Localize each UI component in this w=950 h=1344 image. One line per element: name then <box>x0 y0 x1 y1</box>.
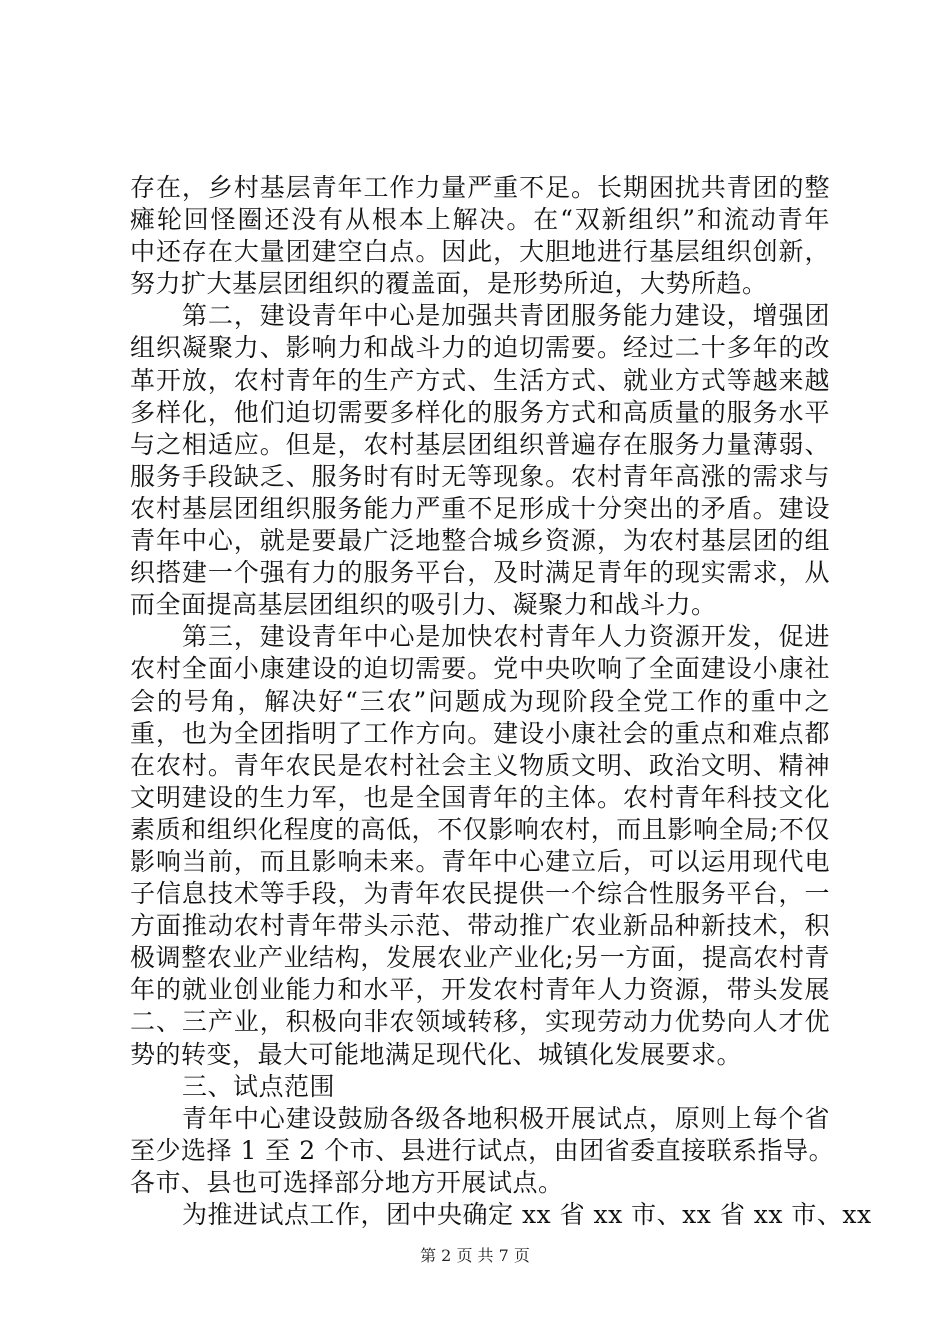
text-line: 瘫轮回怪圈还没有从根本上解决。在“双新组织”和流动青年 <box>130 205 830 235</box>
text-line: 会的号角，解决好“三农”问题成为现阶段全党工作的重中之 <box>130 686 830 716</box>
text-line: 影响当前，而且影响未来。青年中心建立后，可以运用现代电 <box>130 846 830 876</box>
text-line: 各市、县也可选择部分地方开展试点。 <box>130 1167 564 1197</box>
paragraph-start-line: 第二，建设青年中心是加强共青团服务能力建设，增强团 <box>182 301 830 331</box>
text-line: 织搭建一个强有力的服务平台，及时满足青年的现实需求，从 <box>130 558 830 588</box>
text-line: 服务手段缺乏、服务时有时无等现象。农村青年高涨的需求与 <box>130 461 830 491</box>
paragraph-start-line: 第三，建设青年中心是加快农村青年人力资源开发，促进 <box>182 622 830 652</box>
section-heading: 三、试点范围 <box>182 1071 336 1101</box>
text-line: 而全面提高基层团组织的吸引力、凝聚力和战斗力。 <box>130 590 717 620</box>
page-number-footer: 第 2 页 共 7 页 <box>420 1246 530 1265</box>
text-line: 存在，乡村基层青年工作力量严重不足。长期困扰共青团的整 <box>130 173 830 202</box>
text-line: 革开放，农村青年的生产方式、生活方式、就业方式等越来越 <box>130 365 830 395</box>
text-line: 重，也为全团指明了工作方向。建设小康社会的重点和难点都 <box>130 718 830 748</box>
text-line: 年的就业创业能力和水平，开发农村青年人力资源，带头发展 <box>130 975 830 1005</box>
text-line: 文明建设的生力军，也是全国青年的主体。农村青年科技文化 <box>130 782 830 812</box>
paragraph-start-line: 为推进试点工作，团中央确定 xx 省 xx 市、xx 省 xx 市、xx <box>182 1200 872 1229</box>
text-line: 多样化，他们迫切需要多样化的服务方式和高质量的服务水平 <box>130 397 830 427</box>
text-line: 农村基层团组织服务能力严重不足形成十分突出的矛盾。建设 <box>130 493 830 523</box>
text-line: 势的转变，最大可能地满足现代化、城镇化发展要求。 <box>130 1039 743 1069</box>
text-line: 农村全面小康建设的迫切需要。党中央吹响了全面建设小康社 <box>130 654 830 684</box>
text-line: 二、三产业，积极向非农领域转移，实现劳动力优势向人才优 <box>130 1007 830 1037</box>
text-line: 组织凝聚力、影响力和战斗力的迫切需要。经过二十多年的改 <box>130 333 830 363</box>
text-line: 至少选择 1 至 2 个市、县进行试点，由团省委直接联系指导。 <box>130 1135 835 1165</box>
text-line: 努力扩大基层团组织的覆盖面，是形势所迫，大势所趋。 <box>130 269 768 299</box>
text-line: 极调整农业产业结构，发展农业产业化;另一方面，提高农村青 <box>130 943 830 973</box>
text-line: 在农村。青年农民是农村社会主义物质文明、政治文明、精神 <box>130 750 830 780</box>
body-text <box>130 172 872 1231</box>
text-line: 方面推动农村青年带头示范、带动推广农业新品种新技术，积 <box>130 911 830 941</box>
text-line: 中还存在大量团建空白点。因此，大胆地进行基层组织创新， <box>130 237 830 267</box>
text-line: 子信息技术等手段，为青年农民提供一个综合性服务平台，一 <box>130 879 830 909</box>
paragraph-start-line: 青年中心建设鼓励各级各地积极开展试点，原则上每个省 <box>182 1103 830 1133</box>
text-line: 与之相适应。但是，农村基层团组织普遍存在服务力量薄弱、 <box>130 429 830 459</box>
text-line: 素质和组织化程度的高低，不仅影响农村，而且影响全局;不仅 <box>130 814 830 844</box>
text-line: 青年中心，就是要最广泛地整合城乡资源，为农村基层团的组 <box>130 526 830 556</box>
